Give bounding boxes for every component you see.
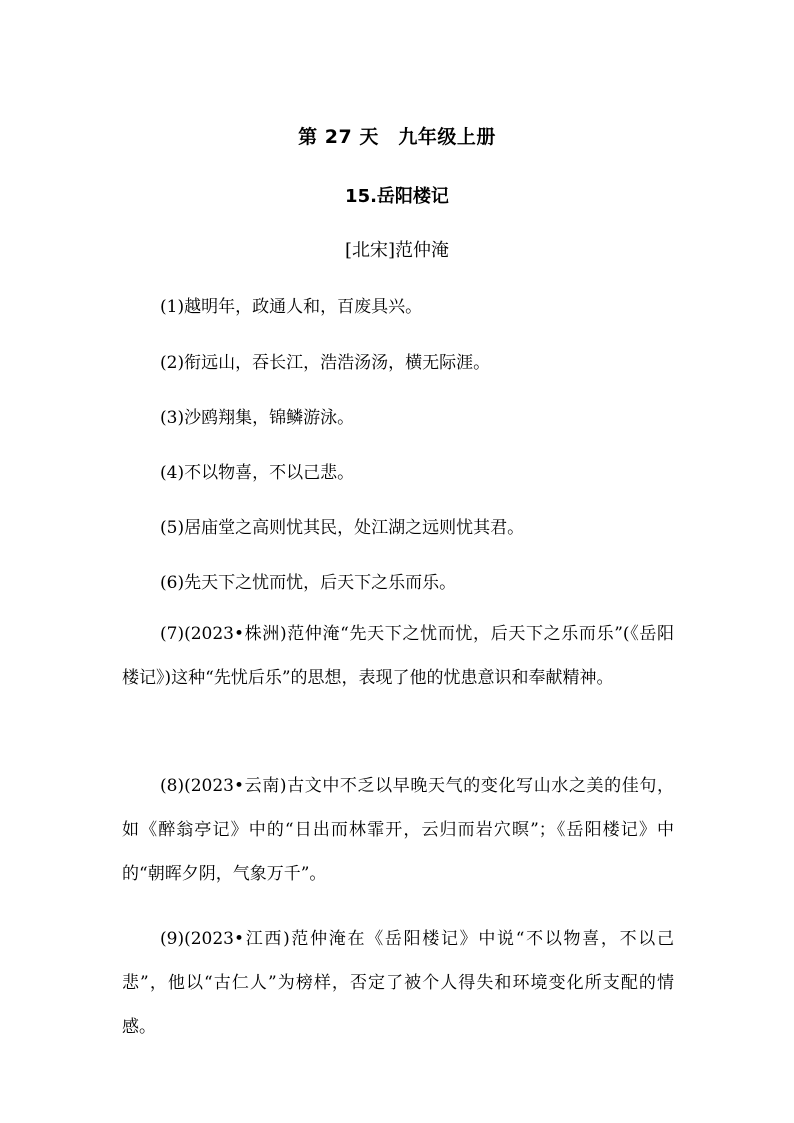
day-title: 第 27 天 九年级上册 — [298, 126, 496, 148]
list-item: (2)衔远山，吞长江，浩浩汤汤，横无际涯。 — [160, 353, 491, 373]
paragraph: (9)(2023•江西)范仲淹在《岳阳楼记》中说“不以物喜，不以己悲”，他以“古仁人”为榜样，否定了被个人得失和环境变化所支配的情感。 — [122, 929, 674, 1037]
lesson-title: 15.岳阳楼记 — [345, 186, 449, 207]
list-item: (3)沙鸥翔集，锦鳞游泳。 — [160, 408, 355, 428]
list-item: (1)越明年，政通人和，百废具兴。 — [160, 297, 423, 317]
author-line: [北宋]范仲淹 — [344, 240, 450, 261]
paragraph: (7)(2023•株洲)范仲淹“先天下之忧而忧，后天下之乐而乐”(《岳阳楼记》)这种“先忧后乐”的思想，表现了他的忧患意识和奉献精神。 — [122, 624, 674, 688]
paragraph: (8)(2023•云南)古文中不乏以早晚天气的变化写山水之美的佳句，如《醉翁亭记》中的“日出而林霏开，云归而岩穴暝”；《岳阳楼记》中的“朝晖夕阴，气象万千”。 — [122, 776, 674, 884]
list-item: (4)不以物喜，不以己悲。 — [160, 463, 355, 483]
list-item: (5)居庙堂之高则忧其民，处江湖之远则忧其君。 — [160, 518, 525, 538]
list-item: (6)先天下之忧而忧，后天下之乐而乐。 — [160, 573, 457, 593]
